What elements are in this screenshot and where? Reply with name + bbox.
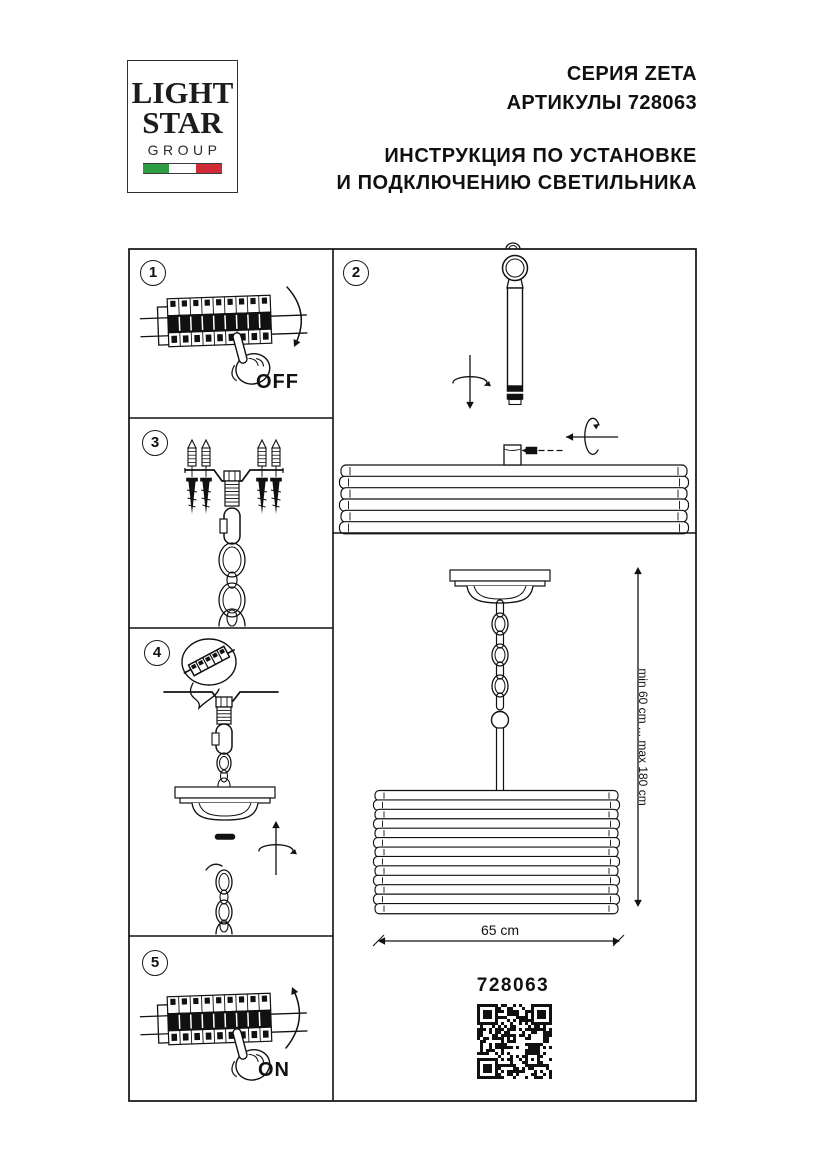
step2-diagram [340,243,689,534]
step-3-badge: 3 [142,430,168,456]
series-title: СЕРИЯ ZETA [566,63,697,85]
step4-diagram [164,639,297,934]
articles-title: АРТИКУЛЫ 728063 [506,92,697,114]
step-2-badge: 2 [343,260,369,286]
power-off-label: OFF [256,371,299,393]
step-1-badge: 1 [140,260,166,286]
logo-light: LIGHT [131,75,234,110]
step-4-badge: 4 [144,640,170,666]
qr-code [477,1004,552,1079]
instruction-title-line2: И ПОДКЛЮЧЕНИЮ СВЕТИЛЬНИКА [336,172,697,194]
logo-group: GROUP [147,142,222,158]
width-dimension-label: 65 cm [480,922,520,938]
assembled-fixture-diagram [373,567,642,946]
height-dimension-label: min 60 cm ... max 180 cm [636,668,650,806]
power-on-label: ON [258,1059,290,1081]
step-5-badge: 5 [142,950,168,976]
instruction-title-line1: ИНСТРУКЦИЯ ПО УСТАНОВКЕ [384,145,697,167]
step3-diagram [185,440,283,626]
article-number: 728063 [476,975,550,996]
logo-star: STAR [142,105,223,140]
